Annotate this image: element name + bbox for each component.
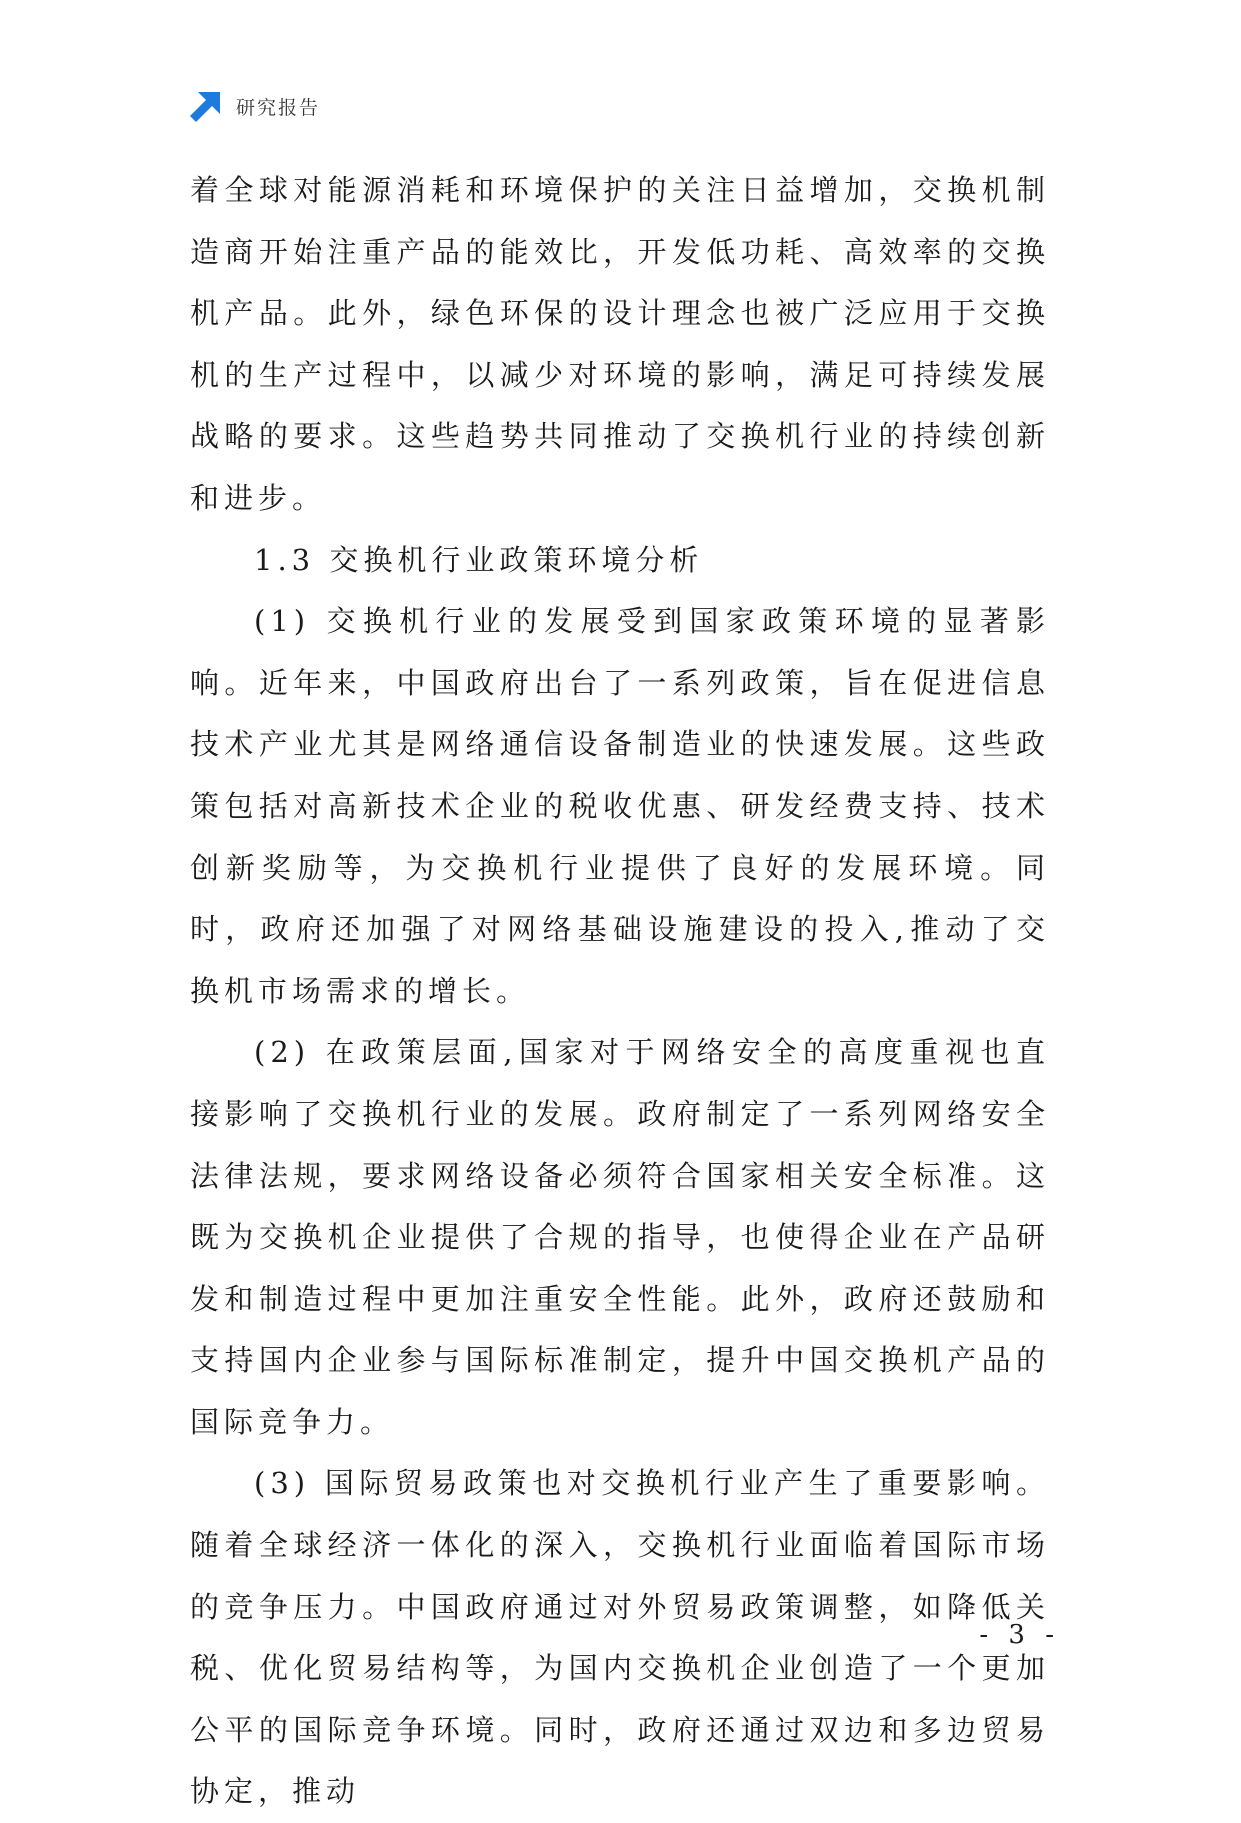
section-heading: 1.3 交换机行业政策环境分析	[254, 542, 704, 577]
header-title: 研究报告	[236, 96, 321, 119]
paragraph-policy-1: (1) 交换机行业的发展受到国家政策环境的显著影响。近年来，中国政府出台了一系列政策，旨在促进信息技术产业尤其是网络通信设备制造业的快速发展。这些政策包括对高新技术企业的税收优惠、研发经费支持、技术创新奖励等，为交换机行业提供了良好的发展环境。同时，政府还加强了对网络基础设施建设的投入,推动了交换机市场需求的增长。	[190, 604, 1050, 1008]
page-number: - 3 -	[979, 1620, 1060, 1650]
paragraph-policy-2: (2) 在政策层面,国家对于网络安全的高度重视也直接影响了交换机行业的发展。政府制定了一系列网络安全法律法规，要求网络设备必须符合国家相关安全标准。这既为交换机企业提供了合规的指导，也使得企业在产品研发和制造过程中更加注重安全性能。此外，政府还鼓励和支持国内企业参与国际标准制定，提升中国交换机产品的国际竞争力。	[190, 1035, 1050, 1439]
report-header	[190, 88, 320, 124]
document-body	[190, 160, 1050, 1823]
paragraph-continuation: 着全球对能源消耗和环境保护的关注日益增加，交换机制造商开始注重产品的能效比，开发低功耗、高效率的交换机产品。此外，绿色环保的设计理念也被广泛应用于交换机的生产过程中，以减少对环境的影响，满足可持续发展战略的要求。这些趋势共同推动了交换机行业的持续创新和进步。	[190, 173, 1050, 515]
arrow-up-right-icon	[190, 90, 222, 122]
paragraph-policy-3: (3) 国际贸易政策也对交换机行业产生了重要影响。随着全球经济一体化的深入，交换机行业面临着国际市场的竞争压力。中国政府通过对外贸易政策调整，如降低关税、优化贸易结构等，为国内交换机企业创造了一个更加公平的国际竞争环境。同时，政府还通过双边和多边贸易协定，推动	[190, 1466, 1050, 1809]
